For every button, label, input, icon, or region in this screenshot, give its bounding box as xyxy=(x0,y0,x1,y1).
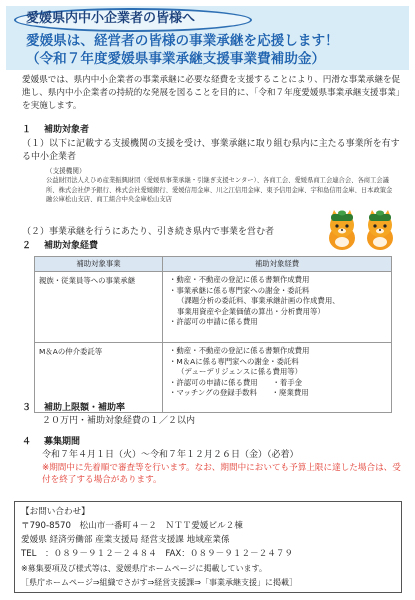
section-2-number: ２ xyxy=(22,241,32,251)
expense-table xyxy=(34,256,392,413)
support-org-list: 公益財団法人えひめ産業振興財団（愛媛県事業承継・引継ぎ支援センター）、各商工会、愛媛県商工会連合会、各商工会議所、株式会社伊予銀行、株式会社愛媛銀行、愛媛信用金庫、川之江信用金庫、東予信用金庫、宇和島信用金庫、日本政策金融公庫松山支店、商工組合中央金庫松山支店 xyxy=(46,177,393,203)
expense-item: 事業用資産や企業価値の算出・分析費用等） xyxy=(177,306,325,316)
table-cell-category: 親族・従業員等への事業承継 xyxy=(35,272,163,343)
table-cell-category: M＆Aの仲介委託等 xyxy=(35,343,163,413)
section-4-heading xyxy=(22,436,80,448)
contact-phone-fax: TEL ：０８９－９１２－２４８４ FAX：０８９－９１２－２４７９ xyxy=(21,549,294,559)
section-1-heading xyxy=(22,124,89,136)
expense-item: ・M＆Aに係る専門家への謝金・委託料 xyxy=(169,356,299,366)
section-3-title: 補助上限額・補助率 xyxy=(44,403,126,413)
expense-item: ・許認可の申請に係る費用 xyxy=(169,317,258,326)
section-3-number: ３ xyxy=(22,403,32,413)
section-1-title: 補助対象者 xyxy=(44,125,90,135)
expense-item: ・事業承継に係る専門家への謝金・委託料 xyxy=(169,285,310,295)
intro-paragraph: 愛媛県では、県内中小企業者の事業承継に必要な経費を支援することにより、円滑な事業承継を促進し、県内中小企業者の持続的な発展を図ることを目的に、「令和７年度愛媛県事業承継支援事業」を実施します。 xyxy=(22,75,401,111)
contact-box xyxy=(14,501,402,593)
expense-item: ・マッチングの登録手数料 ・廃業費用 xyxy=(169,388,309,397)
table-cell-expenses xyxy=(163,272,392,343)
contact-title: 【お問い合わせ】 xyxy=(21,507,90,517)
headline-main: 愛媛県は、経営者の皆様の事業承継を応援します！ xyxy=(26,33,339,49)
expense-item: （デューデリジェンスに係る費用等） xyxy=(177,367,303,376)
contact-web-path: ［県庁ホームページ⇒組織でさがす⇒経営支援課⇒「事業承継支援」に掲載］ xyxy=(21,578,297,587)
support-org-label: （支援機関） xyxy=(46,167,86,175)
table-row xyxy=(35,272,392,343)
section-4-title: 募集期間 xyxy=(44,437,81,447)
mascot-mikyan-icon xyxy=(322,208,362,254)
table-cell-expenses xyxy=(163,343,392,413)
requirement-2: （２）事業承継を行うにあたり、引き続き県内で事業を営む者 xyxy=(22,227,275,237)
headline-sub: （令和７年度愛媛県事業承継支援事業費補助金） xyxy=(26,51,326,67)
expense-item: ・許認可の申請に係る費用 ・着手金 xyxy=(169,377,303,387)
section-2-title: 補助対象経費 xyxy=(44,241,99,251)
requirement-1: （１）以下に記載する支援機関の支援を受け、事業承継に取り組む県内に主たる事業所を有する中小企業者 xyxy=(22,139,400,162)
table-header-row xyxy=(35,257,392,272)
expense-item: （課題分析の委託料、事業承継計画の作成費用、 xyxy=(177,296,340,305)
table-header-cell: 補助対象事業 xyxy=(35,257,163,272)
subsidy-limit-value: ２０万円・補助対象経費の１／２以内 xyxy=(42,416,196,426)
table-header-cell: 補助対象経費 xyxy=(163,257,392,272)
contact-department: 愛媛県 経済労働部 産業支援局 経営支援課 地域産業係 xyxy=(21,535,230,545)
expense-item: ・動産・不動産の登記に係る書類作成費用 xyxy=(169,346,310,355)
section-4-number: ４ xyxy=(22,437,32,447)
period-note: ※期間中に先着順で審査等を行います。なお、期間中においても予算上限に達した場合は、受付を終了する場合があります。 xyxy=(42,463,401,485)
section-1-number: １ xyxy=(22,125,32,135)
audience-badge-text: 愛媛県内中小企業者の皆様へ xyxy=(26,11,196,26)
application-period: 令和７年４月１日（火）～令和７年１２月２６日（金）（必着） xyxy=(42,450,299,460)
contact-note: ※募集要項及び様式等は、愛媛県庁ホームページに掲載しています。 xyxy=(21,564,267,573)
mascot-mikyan-icon xyxy=(360,208,400,254)
section-3-heading xyxy=(22,402,125,414)
contact-address: 〒790-8570 松山市一番町４－２ ＮＴＴ愛媛ビル２棟 xyxy=(21,521,243,531)
expense-item: ・動産・不動産の登記に係る書類作成費用 xyxy=(169,275,310,284)
section-2-heading xyxy=(22,240,98,252)
